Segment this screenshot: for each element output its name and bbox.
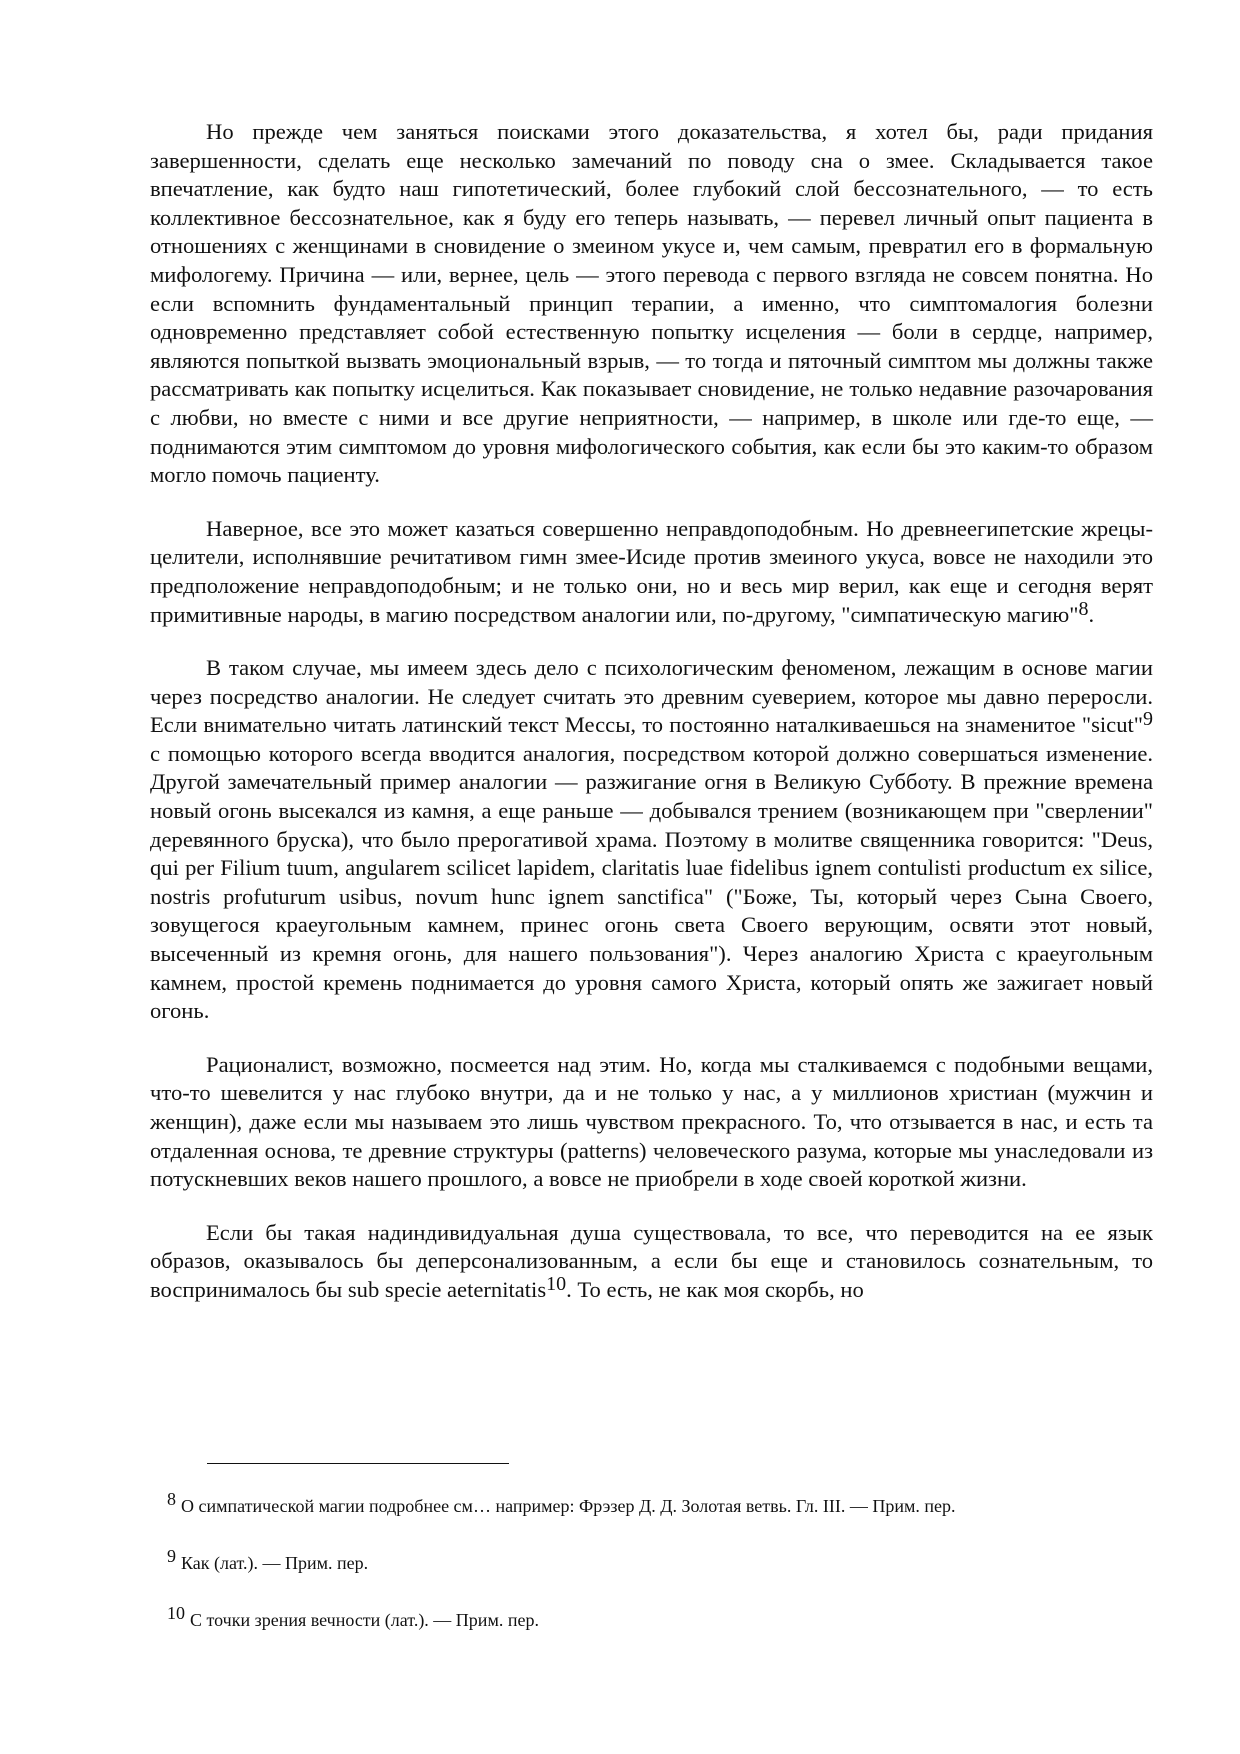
paragraph-text: . То есть, не как моя скорбь, но bbox=[566, 1276, 864, 1302]
footnote-number: 8 bbox=[167, 1489, 176, 1509]
footnote-number: 10 bbox=[167, 1603, 185, 1623]
paragraph-text: . bbox=[1088, 601, 1095, 627]
paragraph-text: Наверное, все это может казаться совершенно неправдоподобным. Но древнеегипетские жрецы-целители, исполнявшие речитативом гимн змее-Исиде против змеиного укуса, вовсе не находили это предположение неправдоподобным; и не только они, но и весь мир верил, как еще и сегодня верят примитивные народы, в магию посредством аналогии или, по-другому, "симпатическую магию" bbox=[150, 515, 1153, 627]
footnote-number: 9 bbox=[167, 1546, 176, 1566]
paragraph bbox=[150, 515, 1153, 629]
paragraph bbox=[150, 1219, 1153, 1305]
footnote bbox=[167, 1546, 1147, 1575]
paragraph-text: Если бы такая надиндивидуальная душа существовала, то все, что переводится на ее язык образов, оказывалось бы деперсонализованным, а если бы еще и становилось сознательным, то воспринималось бы sub specie aeternitatis bbox=[150, 1219, 1153, 1302]
paragraph-text: Но прежде чем заняться поисками этого доказательства, я хотел бы, ради придания завершенности, сделать еще несколько замечаний по поводу сна о змее. Складывается такое впечатление, как будто наш гипотетический, более глубокий слой бессознательного, — то есть коллективное бессознательное, как я буду его теперь называть, — перевел личный опыт пациента в отношениях с женщинами в сновидение о змеином укусе и, чем самым, превратил его в формальную мифологему. Причина — или, вернее, цель — этого перевода с первого взгляда не совсем понятна. Но если вспомнить фундаментальный принцип терапии, а именно, что симптомалогия болезни одновременно представляет собой естественную попытку исцеления — боли в сердце, например, являются попыткой вызвать эмоциональный взрыв, — то тогда и пяточный симптом мы должны также рассматривать как попытку исцелиться. Как показывает сновидение, не только недавние разочарования с любви, но вместе с ними и все другие неприятности, — например, в школе или где-то еще, — поднимаются этим симптомом до уровня мифологического события, как если бы это каким-то образом могло помочь пациенту. bbox=[150, 119, 1153, 488]
main-text bbox=[150, 118, 1153, 1330]
footnote-text: О симпатической магии подробнее см… например: Фрэзер Д. Д. Золотая ветвь. Гл. III. — Прим. пер. bbox=[181, 1496, 956, 1516]
paragraph-text: Рационалист, возможно, посмеется над этим. Но, когда мы сталкиваемся с подобными вещами, что-то шевелится у нас глубоко внутри, да и не только у нас, а у миллионов христиан (мужчин и женщин), даже если мы называем это лишь чувством прекрасного. То, что отзывается в нас, и есть та отдаленная основа, те древние структуры (patterns) человеческого разума, которые мы унаследовали из потускневших веков нашего прошлого, а вовсе не приобрели в ходе своей короткой жизни. bbox=[150, 1051, 1153, 1192]
paragraph bbox=[150, 1051, 1153, 1194]
footnote-text: С точки зрения вечности (лат.). — Прим. пер. bbox=[190, 1610, 539, 1630]
footnote bbox=[167, 1603, 1147, 1632]
paragraph bbox=[150, 118, 1153, 490]
footnote-text: Как (лат.). — Прим. пер. bbox=[181, 1553, 369, 1573]
paragraph bbox=[150, 654, 1153, 1026]
footnote-reference[interactable]: 9 bbox=[1143, 708, 1153, 731]
paragraph-text: с помощью которого всегда вводится аналогия, посредством которой должно совершаться изменение. Другой замечательный пример аналогии — разжигание огня в Великую Субботу. В прежние времена новый огонь высекался из камня, а еще раньше — добывался трением (возникающем при "сверлении" деревянного бруска), что было прерогативой храма. Поэтому в молитве священника говорится: "Deus, qui per Filium tuum, angularem scilicet lapidem, claritatis luae fidelibus ignem contulisti productum ex silice, nostris profuturum usibus, novum hunc ignem sanctifica" ("Боже, Ты, который через Сына Своего, зовущегося краеугольным камнем, принес огонь света Своего верующим, освяти этот новый, высеченный из кремня огонь, для нашего пользования"). Через аналогию Христа с краеугольным камнем, простой кремень поднимается до уровня самого Христа, который опять же зажигает новый огонь. bbox=[150, 740, 1153, 1024]
footnote-separator bbox=[207, 1463, 509, 1464]
footnote bbox=[167, 1489, 1147, 1518]
footnote-reference[interactable]: 10 bbox=[546, 1272, 567, 1295]
paragraph-text: В таком случае, мы имеем здесь дело с психологическим феноменом, лежащим в основе магии через посредство аналогии. Не следует считать это древним суеверием, которое мы давно переросли. Если внимательно читать латинский текст Мессы, то постоянно наталкиваешься на знаменитое "sicut" bbox=[150, 655, 1153, 738]
footnotes bbox=[167, 1489, 1147, 1665]
footnote-reference[interactable]: 8 bbox=[1078, 597, 1089, 620]
